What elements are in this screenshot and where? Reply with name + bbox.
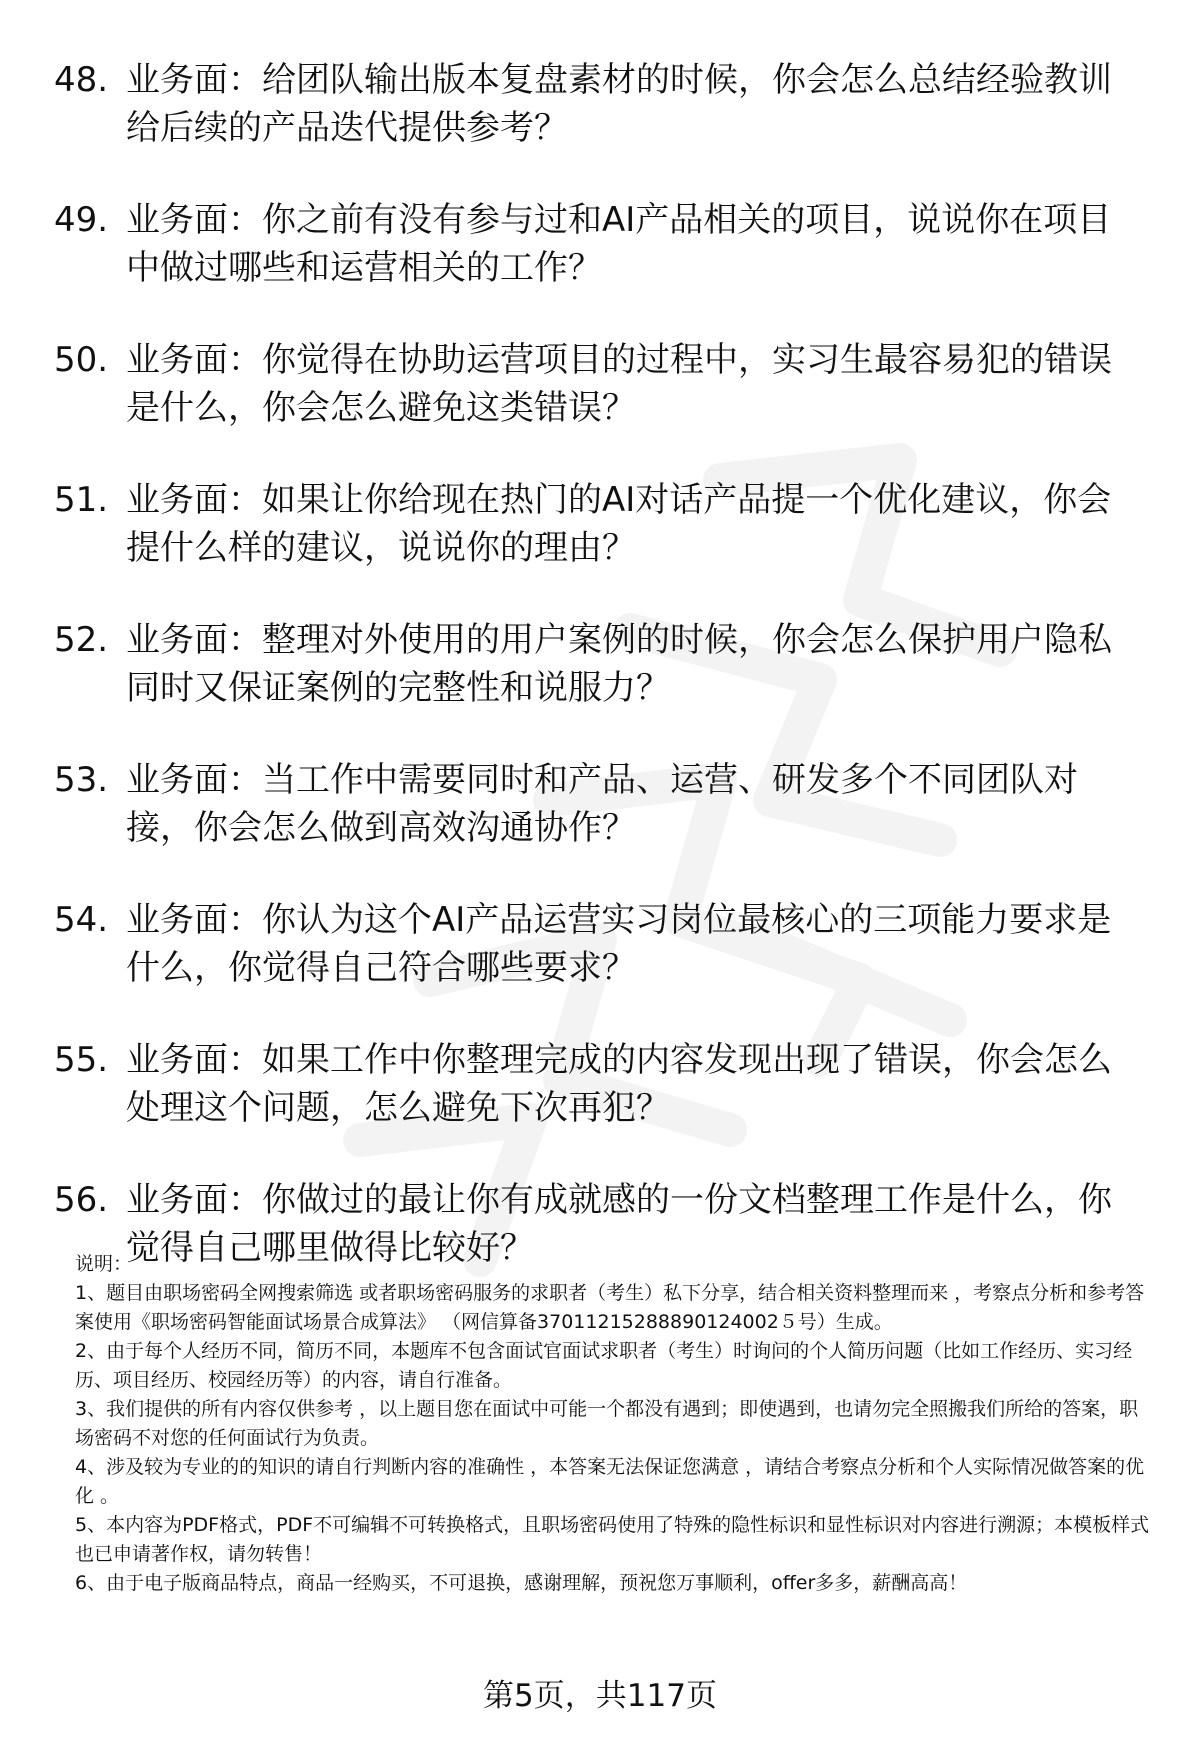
question-item <box>54 336 1144 432</box>
question-item <box>54 756 1144 852</box>
question-text: 业务面：如果工作中你整理完成的内容发现出现了错误，你会怎么处理这个问题，怎么避免下次再犯？ <box>126 1040 1112 1128</box>
note-item: 5、本内容为PDF格式，PDF不可编辑不可转换格式，且职场密码使用了特殊的隐性标识和显性标识对内容进行溯源；本模板样式也已申请著作权，请勿转售！ <box>75 1514 1150 1565</box>
notes-section <box>75 1250 1155 1598</box>
question-number: 48. <box>54 60 109 100</box>
note-item: 3、我们提供的所有内容仅供参考 ，以上题目您在面试中可能一个都没有遇到；即使遇到，也请勿完全照搬我们所给的答案，职场密码不对您的任何面试行为负责。 <box>75 1398 1139 1449</box>
question-item <box>54 476 1144 572</box>
question-item <box>54 196 1144 292</box>
question-text: 业务面：给团队输出版本复盘素材的时候，你会怎么总结经验教训给后续的产品迭代提供参考？ <box>126 60 1112 148</box>
notes-title: 说明： <box>75 1253 133 1275</box>
question-text: 业务面：整理对外使用的用户案例的时候，你会怎么保护用户隐私同时又保证案例的完整性和说服力？ <box>126 620 1112 708</box>
question-number: 49. <box>54 200 109 240</box>
question-number: 52. <box>54 620 109 660</box>
question-number: 51. <box>54 480 109 520</box>
question-text: 业务面：你觉得在协助运营项目的过程中，实习生最容易犯的错误是什么，你会怎么避免这类错误？ <box>126 340 1112 428</box>
question-text: 业务面：如果让你给现在热门的AI对话产品提一个优化建议，你会提什么样的建议，说说你的理由？ <box>126 480 1112 568</box>
question-text: 业务面：你认为这个AI产品运营实习岗位最核心的三项能力要求是什么，你觉得自己符合哪些要求？ <box>126 900 1112 988</box>
question-number: 56. <box>54 1180 109 1220</box>
page-number: 第5页，共117页 <box>483 1678 717 1714</box>
question-number: 54. <box>54 900 109 940</box>
question-item <box>54 896 1144 992</box>
question-item <box>54 1036 1144 1132</box>
question-number: 50. <box>54 340 109 380</box>
question-item <box>54 56 1144 152</box>
note-item: 6、由于电子版商品特点，商品一经购买，不可退换，感谢理解，预祝您万事顺利，offer多多，薪酬高高！ <box>75 1572 968 1594</box>
note-item: 2、由于每个人经历不同，简历不同，本题库不包含面试官面试求职者（考生）时询问的个人简历问题（比如工作经历、实习经历、项目经历、校园经历等）的内容，请自行准备。 <box>75 1340 1133 1391</box>
note-item: 4、涉及较为专业的的知识的请自行判断内容的准确性 ，本答案无法保证您满意 ，请结合考察点分析和个人实际情况做答案的优化 。 <box>75 1456 1145 1507</box>
question-item <box>54 616 1144 712</box>
question-list <box>54 56 1144 1316</box>
question-number: 55. <box>54 1040 109 1080</box>
question-text: 业务面：你做过的最让你有成就感的一份文档整理工作是什么，你觉得自己哪里做得比较好？ <box>126 1180 1112 1268</box>
question-text: 业务面：你之前有没有参与过和AI产品相关的项目，说说你在项目中做过哪些和运营相关的工作？ <box>126 200 1112 288</box>
question-text: 业务面：当工作中需要同时和产品、运营、研发多个不同团队对接，你会怎么做到高效沟通协作？ <box>126 760 1078 848</box>
note-item: 1、题目由职场密码全网搜索筛选 或者职场密码服务的求职者（考生）私下分享，结合相关资料整理而来 ，考察点分析和参考答案使用《职场密码智能面试场景合成算法》 （网信算备37011215288890124002５号）生成。 <box>75 1282 1145 1333</box>
question-number: 53. <box>54 760 109 800</box>
